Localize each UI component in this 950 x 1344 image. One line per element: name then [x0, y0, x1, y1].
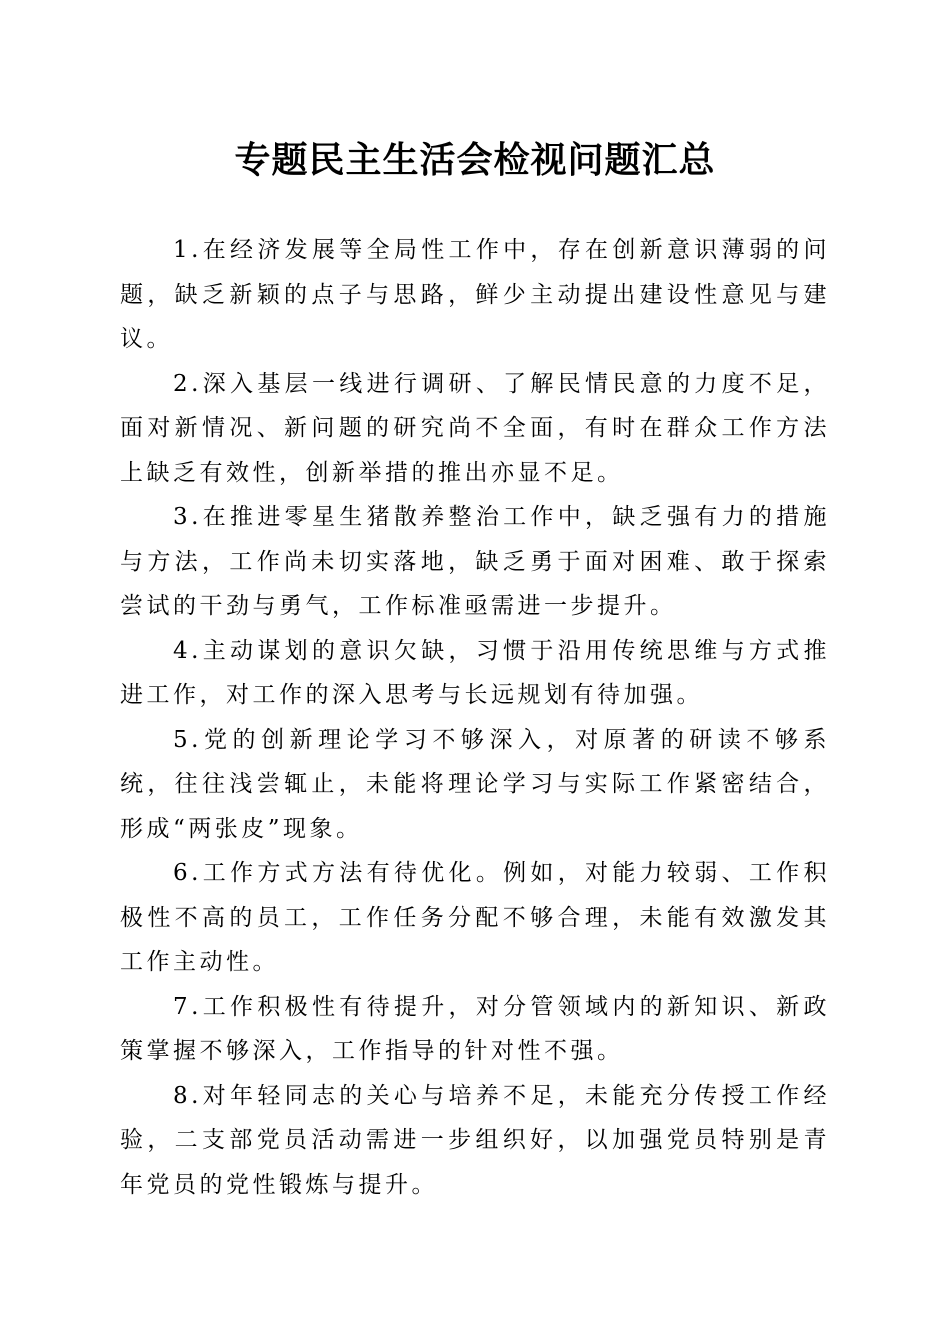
paragraph-1: 1.在经济发展等全局性工作中，存在创新意识薄弱的问题，缺乏新颖的点子与思路，鲜少主动提出建设性意见与建议。	[120, 237, 830, 352]
paragraph-8: 8.对年轻同志的关心与培养不足，未能充分传授工作经验，二支部党员活动需进一步组织好，以加强党员特别是青年党员的党性锻炼与提升。	[120, 1082, 830, 1198]
paragraph-4: 4.主动谋划的意识欠缺，习惯于沿用传统思维与方式推进工作，对工作的深入思考与长远规划有待加强。	[120, 637, 830, 708]
paragraph-5: 5.党的创新理论学习不够深入，对原著的研读不够系统，往往浅尝辄止，未能将理论学习与实际工作紧密结合，形成“两张皮”现象。	[120, 726, 830, 842]
paragraph-2: 2.深入基层一线进行调研、了解民情民意的力度不足，面对新情况、新问题的研究尚不全面，有时在群众工作方法上缺乏有效性，创新举措的推出亦显不足。	[120, 370, 830, 486]
document-title: 专题民主生活会检视问题汇总	[234, 139, 716, 181]
document-body	[120, 228, 830, 1207]
paragraph-6: 6.工作方式方法有待优化。例如，对能力较弱、工作积极性不高的员工，工作任务分配不够合理，未能有效激发其工作主动性。	[120, 860, 830, 975]
paragraph-7: 7.工作积极性有待提升，对分管领域内的新知识、新政策掌握不够深入，工作指导的针对性不强。	[120, 993, 830, 1064]
paragraph-3: 3.在推进零星生猪散养整治工作中，缺乏强有力的措施与方法，工作尚未切实落地，缺乏勇于面对困难、敢于探索尝试的干劲与勇气，工作标准亟需进一步提升。	[120, 504, 830, 619]
